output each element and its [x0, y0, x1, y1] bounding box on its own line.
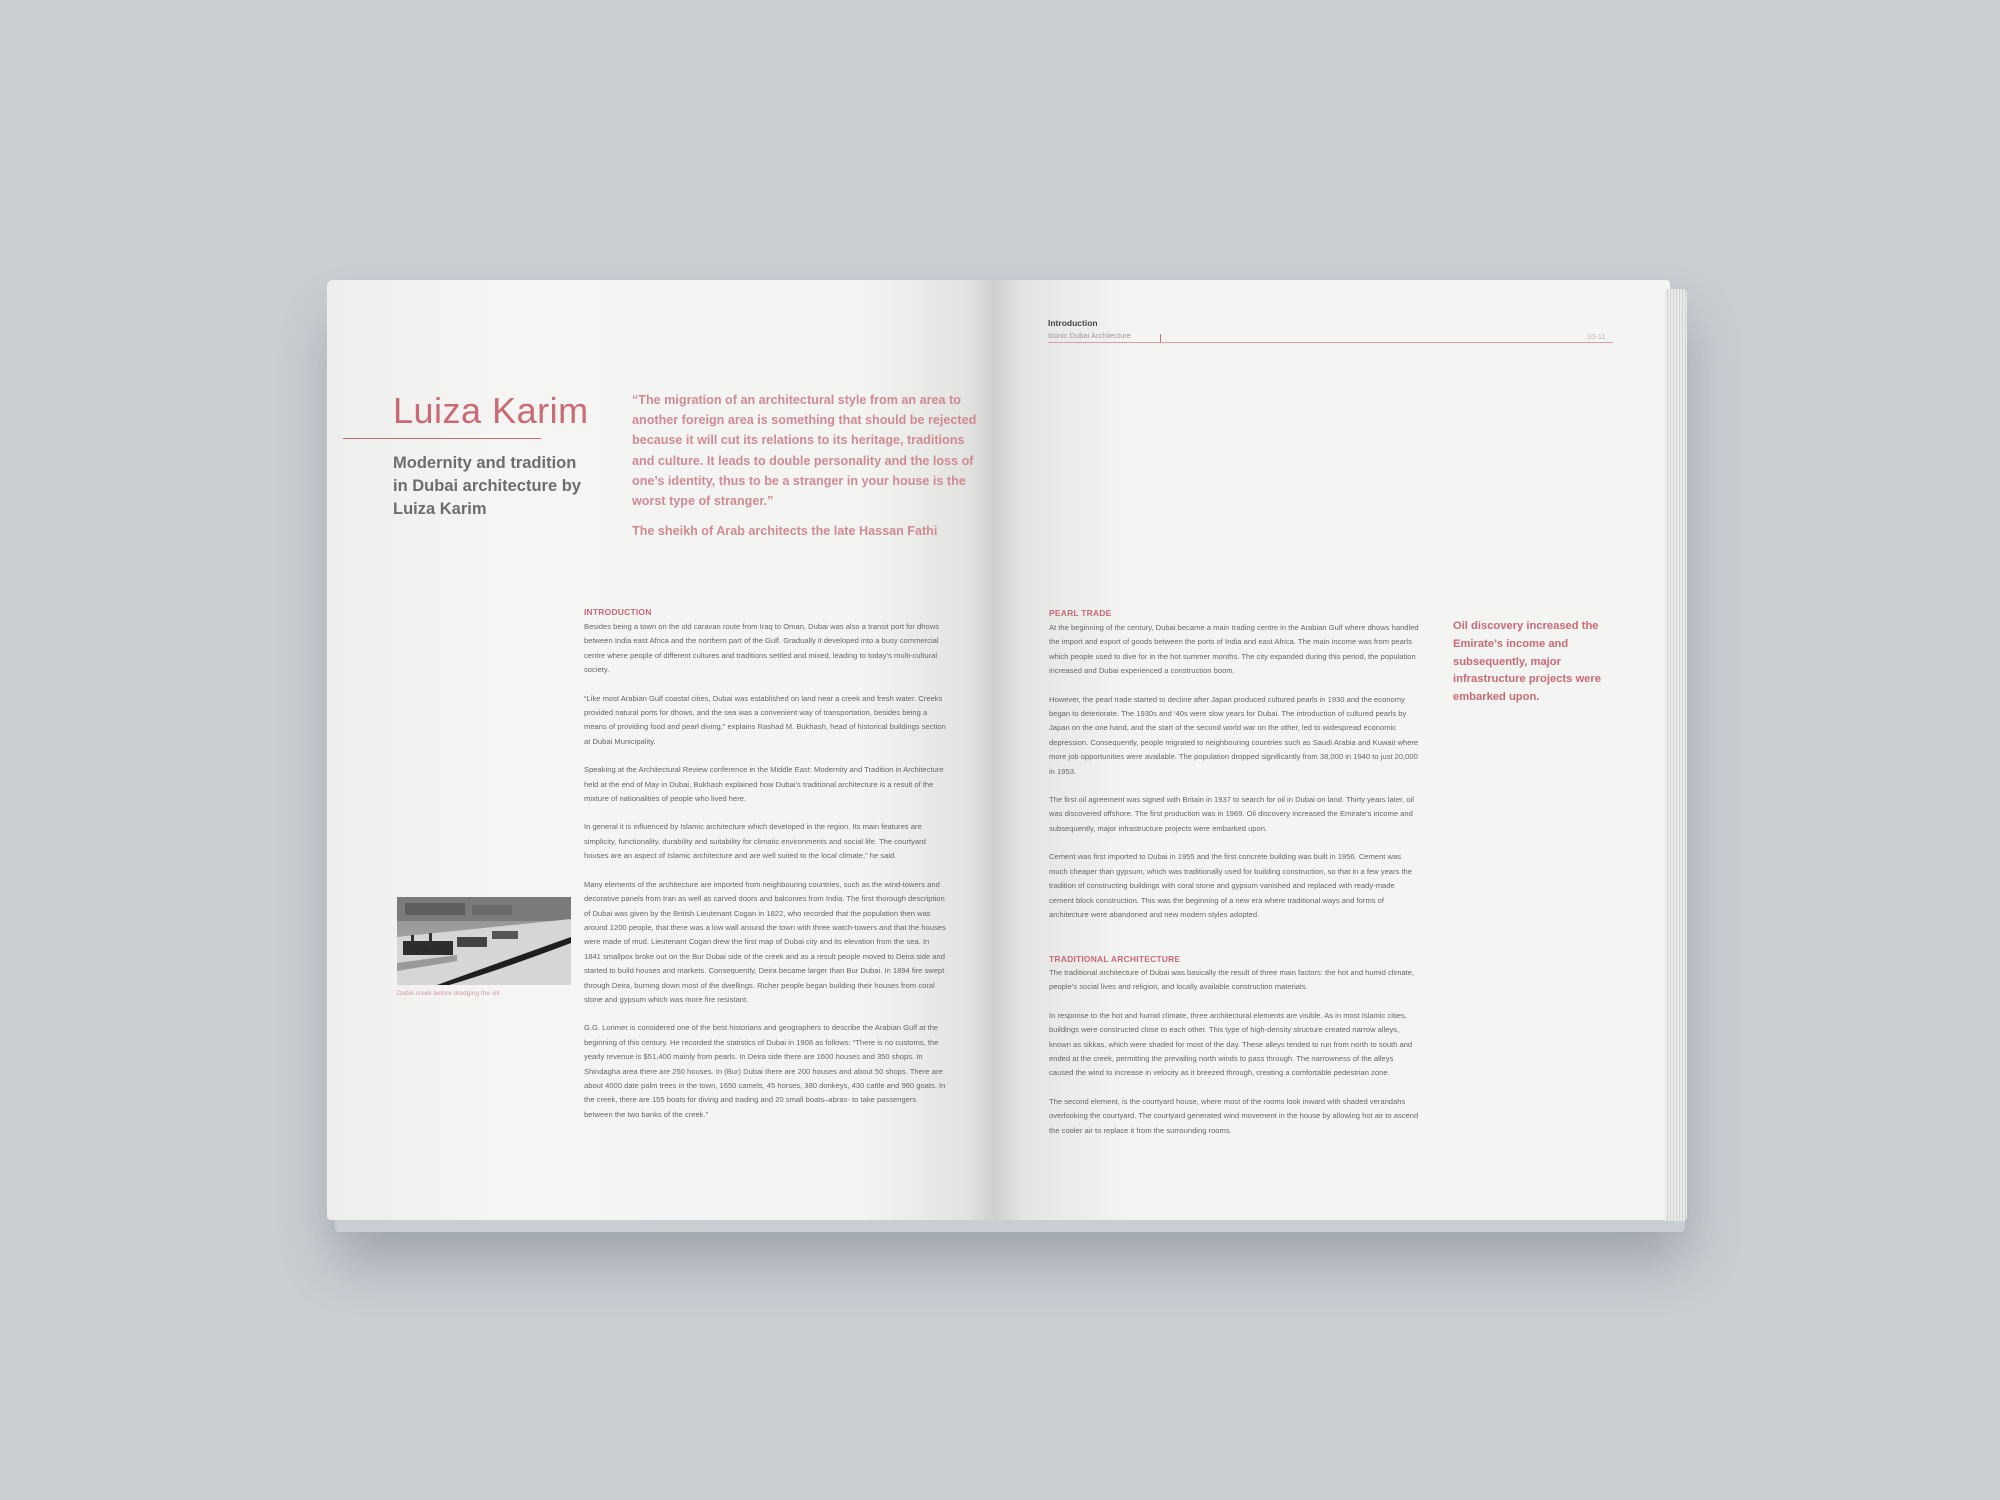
- paragraph: The first oil agreement was signed with Britain in 1937 to search for oil in Dubai on land. Thirty years later, oil was discovered offshore. The first production was in 1969. Oil discovery increased the Emirate’s income and subsequently, major infrastructure projects were embarked upon.: [1049, 795, 1414, 833]
- page-edges: [1665, 289, 1687, 1221]
- paragraph: In response to the hot and humid climate, three architectural elements are visible. As in most Islamic cities, buildings were constructed close to each other. This type of high-density structure created narrow alleys, known as sikkas, which were shaded for most of the day. These alleys tended to run from north to south and ended at the creek, permitting the prevailing north winds to pass through. The narrowness of the alleys caused the wind to increase in velocity as it breezed through, creating a comfortable pedestrian zone.: [1049, 1010, 1413, 1078]
- photo-caption: Dubai creek before dredging the silt: [397, 990, 500, 997]
- section-heading-traditional-architecture: TRADITIONAL ARCHITECTURE: [1049, 954, 1181, 964]
- paragraph: The traditional architecture of Dubai was basically the result of three main factors: the hot and humid climate, people’s social lives and religion, and locally available construction materials.: [1049, 968, 1415, 992]
- section-heading-pearl-trade: PEARL TRADE: [1049, 608, 1112, 618]
- epigraph-quote: “The migration of an architectural style from an area to another foreign area is something that should be rejected because it will cut its relations to its heritage, traditions and culture. It leads to double personality and the loss of one’s identity, thus to be a stranger in your house is the worst type of stranger.”: [632, 393, 977, 509]
- paragraph: Speaking at the Architectural Review conference in the Middle East: Modernity and Tradition in Architecture held at the end of May in Dubai, Bukhash explained how Dubai’s traditional architecture is a result of the mixture of nationalities of people who lived here.: [584, 765, 944, 804]
- traditional-architecture-body: [1049, 966, 1419, 1152]
- pearl-trade-body: [1049, 621, 1419, 936]
- paragraph: Many elements of the architecture are imported from neighbouring countries, such as the wind-towers and decorative panels from Iran as well as carved doors and balconies from India. The first thorough description of Dubai was given by the British Lieutenant Cogan in 1822, who recorded that the population then was around 1200 people, that there was a low wall around the town with three watch-towers and that the houses were made of mud. Lieutenant Cogan drew the first map of Dubai city and its elevation from the sea. In 1841 smallpox broke out on the Bur Dubai side of the creek and as a result people moved to Deira side and started to build houses and markets. Consequently, Deira became larger than Bur Dubai. In 1894 fire swept through Deira, burning down most of the dwellings. Richer people began building their houses from coral stone and gypsum which was more fire resistant.: [584, 879, 946, 1004]
- paragraph: “Like most Arabian Gulf coastal cities, Dubai was established on land near a creek and fresh water. Creeks provided natural ports for dhows, and the sea was a convenient way of transportation, besides being a means of providing food and pearl diving,” explains Rashad M. Bukhash, head of historical buildings section at Dubai Municipality.: [584, 693, 946, 746]
- author-name: Luiza Karim: [393, 390, 589, 431]
- right-page: [995, 280, 1670, 1220]
- paragraph: G.G. Lorimer is considered one of the best historians and geographers to describe the Arabian Gulf at the beginning of this century. He recorded the statistics of Dubai in 1908 as follows: “There is no customs, the yearly revenue is $51,400 mainly from pearls. In Deira side there are 1600 houses and 350 shops. In Shindagha area there are 250 houses. In (Bur) Dubai there are 200 houses and about 50 shops. There are about 4000 date palm trees in the town, 1650 camels, 45 horses, 380 donkeys, 430 cattle and 960 goats. In the creek, there are 155 boats for diving and trading and 20 small boats–abras- to take passengers between the two banks of the creek.”: [584, 1023, 946, 1119]
- section-heading-introduction: INTRODUCTION: [584, 607, 652, 617]
- running-header-section: Introduction: [1048, 318, 1098, 328]
- introduction-body: [584, 620, 946, 1136]
- paragraph: At the beginning of the century, Dubai became a main trading centre in the Arabian Gulf where dhows handled the import and export of goods between the ports of India and east Africa. The main income was from pearls which people used to dive for in the hot summer months. The city expanded during this period, the population increased and Dubai experienced a construction boom.: [1049, 623, 1419, 676]
- header-rule: [1048, 342, 1613, 343]
- paragraph: In general it is influenced by Islamic architecture which developed in the region. Its main features are simplicity, functionality, durability and suitability for climatic environments and social life. The courtyard houses are an aspect of Islamic architecture and are well suited to the local climate,” he said.: [584, 822, 926, 861]
- pull-quote: Oil discovery increased the Emirate’s income and subsequently, major infrastructure projects were embarked upon.: [1453, 620, 1601, 704]
- quote-attribution: The sheikh of Arab architects the late Hassan Fathi: [632, 524, 938, 538]
- article-subtitle: Modernity and tradition in Dubai architecture by Luiza Karim: [393, 454, 581, 518]
- left-page: [327, 280, 995, 1220]
- page-numbers: 10-11: [1587, 332, 1606, 341]
- dubai-creek-photo: [397, 897, 571, 985]
- paragraph: However, the pearl trade started to decline after Japan produced cultured pearls in 1930 and the economy began to deteriorate. The 1930s and ‘40s were slow years for Dubai. The introduction of cultured pearls by Japan on the one hand, and the start of the second world war on the other, led to widespread economic depression. Consequently, people migrated to neighbouring countries such as Saudi Arabia and Kuwait where more job opportunities were available. The population dropped significantly from 38,000 in 1940 to just 20,000 in 1953.: [1049, 694, 1419, 776]
- author-rule: [343, 438, 541, 439]
- paragraph: Cement was first imported to Dubai in 1955 and the first concrete building was built in 1956. Cement was much cheaper than gypsum, which was traditionally used for building construction, so that in a few years the tradition of constructing buildings with coral stone and gypsum vanished and replaced with ready-made cement block construction. This was the beginning of a new era where traditional ways and forms of architecture were abandoned and new modern styles adopted.: [1049, 852, 1413, 919]
- running-header-subtitle: Iconic Dubai Architecture: [1048, 331, 1131, 340]
- header-tick: [1160, 334, 1161, 342]
- paragraph: The second element, is the courtyard house, where most of the rooms look inward with shaded verandahs overlooking the courtyard. The courtyard generated wind movement in the house by allowing hot air to ascend the cooler air to replace it from the surrounding rooms.: [1049, 1096, 1419, 1135]
- paragraph: Besides being a town on the old caravan route from Iraq to Oman, Dubai was also a transit port for dhows between India east Africa and the northern part of the Gulf. Gradually it developed into a busy commercial centre where people of different cultures and traditions settled and mixed, leading to today’s multi-cultural society.: [584, 622, 939, 675]
